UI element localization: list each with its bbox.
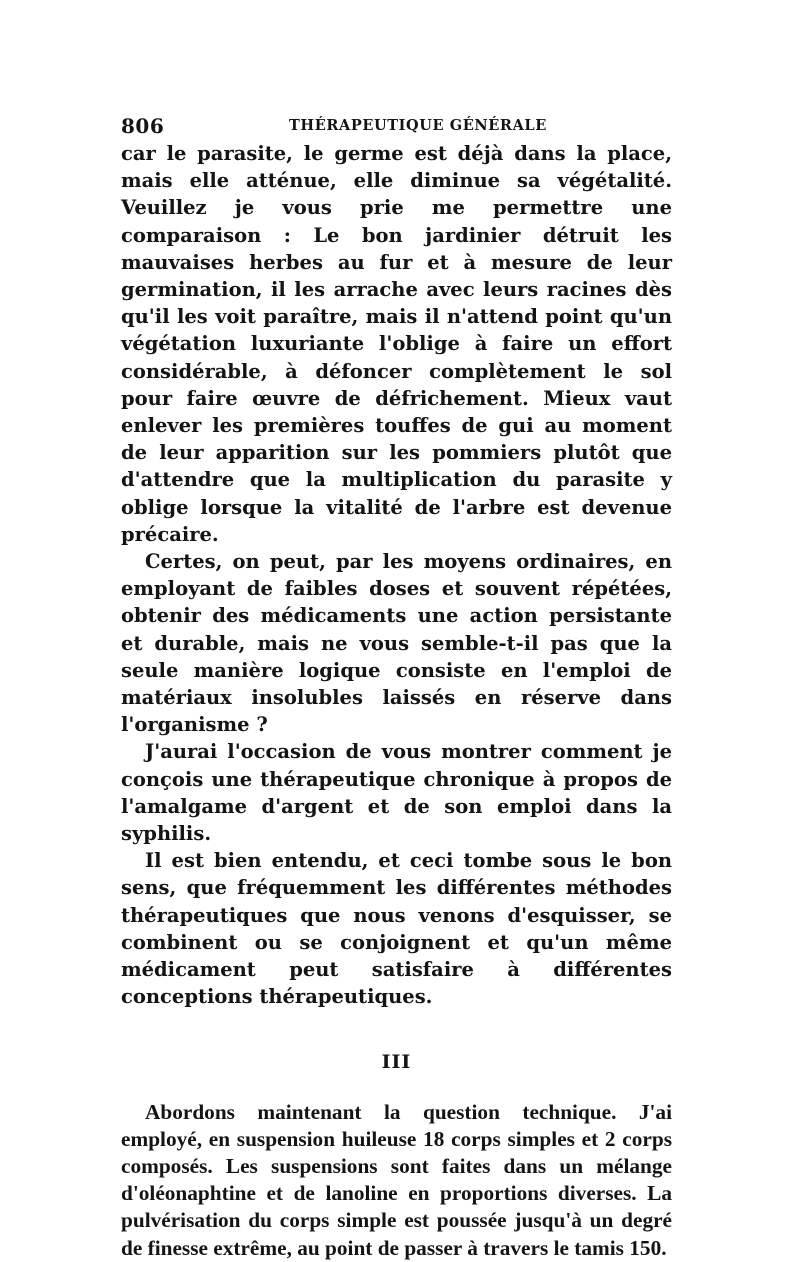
running-head xyxy=(121,110,672,140)
paragraph-technique: Abordons maintenant la question technique. J'ai employé, en suspension huileuse 18 corps simples et 2 corps composés. Les suspensions sont faites dans un mélange d'oléonaphtine et de lanoline en proportions diverses. La pulvérisation du corps simple est poussée jusqu'à un degré de finesse extrême, au point de passer à travers le tamis 150. xyxy=(121,1099,672,1260)
book-page xyxy=(121,110,672,1262)
running-title: THÉRAPEUTIQUE GÉNÉRALE xyxy=(289,117,547,134)
paragraph-amalgame: J'aurai l'occasion de vous montrer comment je conçois une thérapeutique chronique à propos de l'amalgame d'argent et de son emploi dans la syphilis. xyxy=(121,740,672,846)
section-text xyxy=(121,1099,672,1262)
page-number: 806 xyxy=(121,114,165,138)
section-heading: III xyxy=(381,1050,412,1073)
paragraph-continuation: car le parasite, le germe est déjà dans la place, mais elle atténue, elle diminue sa végétalité. Veuillez je vous prie me permettre une comparaison : Le bon jardinier détruit les mauvaises herbes au fur et à mesure de leur germination, il les arrache avec leurs racines dès qu'il les voit paraître, mais il n'attend point qu'un végétation luxuriante l'oblige à faire un effort considérable, à défoncer complètement le sol pour faire œuvre de défrichement. Mieux vaut enlever les premières touffes de gui au moment de leur apparition sur les pommiers plutôt que d'attendre que la multiplication du parasite y oblige lorsque la vitalité de l'arbre est devenue précaire. xyxy=(121,142,672,546)
body-text xyxy=(121,140,672,1011)
paragraph-certes: Certes, on peut, par les moyens ordinaires, en employant de faibles doses et souvent répétées, obtenir des médicaments une action persistante et durable, mais ne vous semble-t-il pas que la seule manière logique consiste en l'emploi de matériaux insolubles laissés en réserve dans l'organisme ? xyxy=(121,550,672,737)
paragraph-methodes: Il est bien entendu, et ceci tombe sous le bon sens, que fréquemment les différentes méthodes thérapeutiques que nous venons d'esquisser, se combinent ou se conjoignent et qu'un même médicament peut satisfaire à différentes conceptions thérapeutiques. xyxy=(121,849,672,1009)
